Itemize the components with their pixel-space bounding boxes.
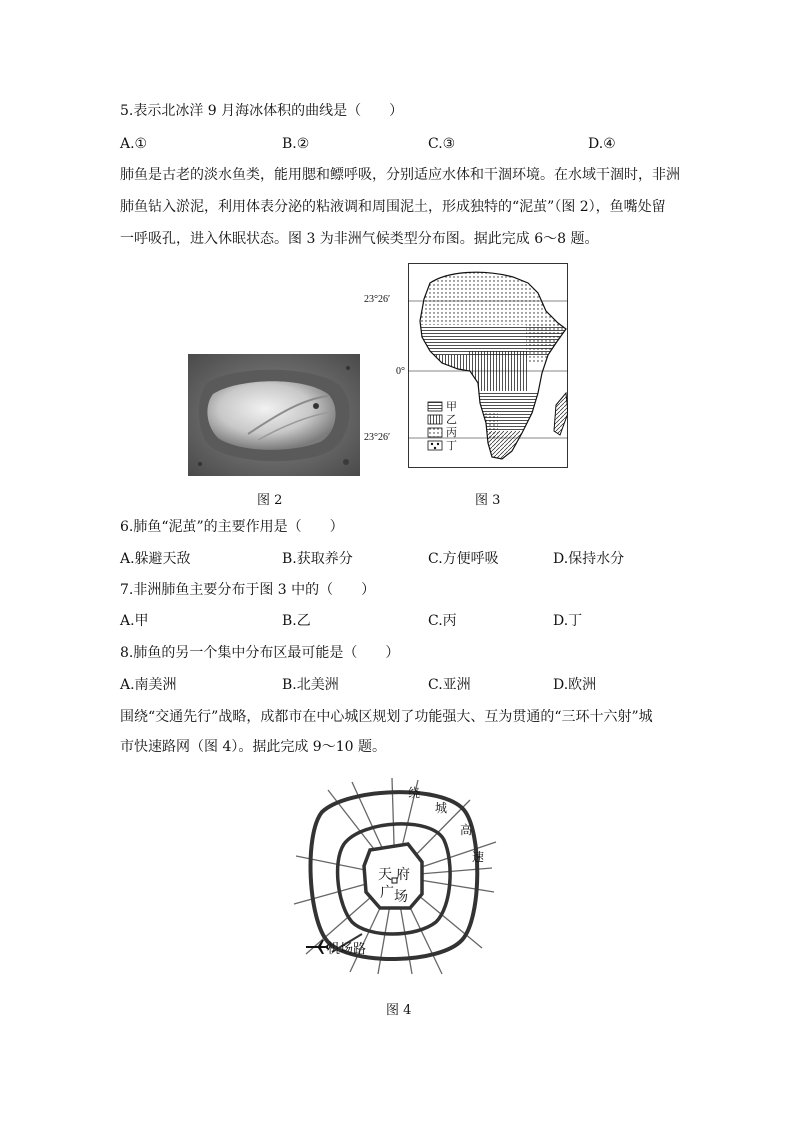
passage1-line-1: 肺鱼是古老的淡水鱼类，能用腮和鳔呼吸，分别适应水体和干涸环境。在水域干涸时，非洲 [120,167,680,183]
q7-option-d: D.丁 [553,613,583,629]
center-label-2: 府 [396,867,410,883]
q7-stem: 7.非洲肺鱼主要分布于图 3 中的（ ） [120,582,376,598]
q5-option-a: A.① [120,136,148,152]
legend-label-bing: 丙 [446,427,457,439]
ring-label-4: 速 [472,850,485,864]
q6-stem: 6.肺鱼“泥茧”的主要作用是（ ） [120,519,344,535]
q7-option-c: C.丙 [428,613,457,629]
passage2-line-2: 市快速路网（图 4）。据此完成 9～10 题。 [120,739,386,755]
center-label-3: 广 [380,885,394,901]
q6-option-a: A.躲避天敌 [120,551,191,567]
africa-climate-map [408,263,568,468]
q8-option-b: B.北美洲 [282,677,339,693]
q5-option-d: D.④ [588,136,616,152]
ring-label-2: 城 [435,801,448,815]
lat-label-equator: 0° [396,366,405,377]
fig2-caption: 图 2 [257,493,283,508]
legend-label-jia: 甲 [446,401,457,413]
lat-label-south: 23°26′ [364,432,391,443]
q5-option-b: B.② [282,136,310,152]
legend-label-ding: 丁 [446,440,457,452]
q8-option-d: D.欧洲 [553,677,597,693]
fig4-caption: 图 4 [386,1003,412,1018]
q5-option-c: C.③ [428,136,456,152]
q6-option-c: C.方便呼吸 [428,551,499,567]
q8-option-a: A.南美洲 [120,677,177,693]
fig3-caption: 图 3 [475,493,501,508]
lungfish-cocoon-photo [188,354,360,476]
q8-option-c: C.亚洲 [428,677,471,693]
passage1-line-2: 肺鱼钻入淤泥，利用体表分泌的粘液调和周围泥土，形成独特的“泥茧”（图 2），鱼嘴处留 [120,199,666,215]
q7-option-b: B.乙 [282,613,311,629]
center-label-1: 天 [378,867,392,883]
chengdu-ring-road-map [292,776,498,976]
passage1-line-3: 一呼吸孔，进入休眠状态。图 3 为非洲气候类型分布图。据此完成 6～8 题。 [120,231,599,247]
q6-option-b: B.获取养分 [282,551,353,567]
ring-label-1: 绕 [408,786,421,800]
q7-option-a: A.甲 [120,613,149,629]
ring-label-3: 高 [460,823,473,837]
airport-road-label: 机场路 [327,942,367,957]
q5-stem: 5.表示北冰洋 9 月海冰体积的曲线是（ ） [120,103,404,119]
lat-label-north: 23°26′ [364,294,391,305]
legend-label-yi: 乙 [446,414,457,426]
q8-stem: 8.肺鱼的另一个集中分布区最可能是（ ） [120,645,400,661]
q6-option-d: D.保持水分 [553,551,625,567]
center-label-4: 场 [394,889,408,905]
passage2-line-1: 围绕“交通先行”战略，成都市在中心城区规划了功能强大、互为贯通的“三环十六射”城 [120,709,653,725]
